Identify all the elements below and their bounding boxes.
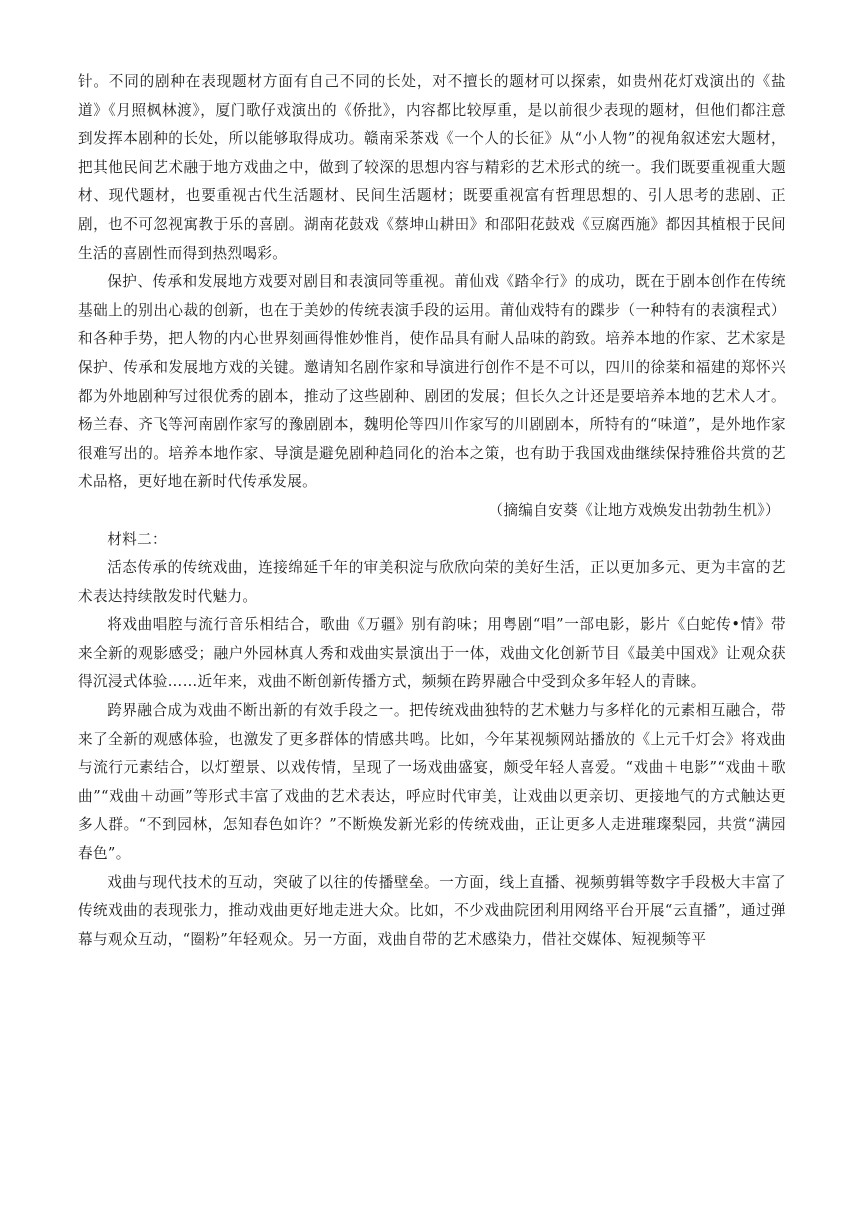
material-two-heading: 材料二： (107, 530, 167, 548)
paragraph-technology-interaction: 戏曲与现代技术的互动，突破了以往的传播壁垒。一方面，线上直播、视频剪辑等数字手段极大丰富了传统戏曲的表现张力，推动戏曲更好地走进大众。比如，不少戏曲院团利用网络平台开展“云直播”，通过弹幕与观众互动，“圈粉”年轻观众。另一方面，戏曲自带的艺术感染力，借社交媒体、短视频等平 (78, 873, 786, 948)
paragraph-innovation-examples: 将戏曲唱腔与流行音乐相结合，歌曲《万疆》别有韵味；用粤剧“唱”一部电影，影片《白蛇传•情》带来全新的观影感受；融户外园林真人秀和戏曲实景演出于一体，戏曲文化创新节目《最美中国戏》让观众获得沉浸式体验……近年来，戏曲不断创新传播方式，频频在跨界融合中受到众多年轻人的青睐。 (78, 616, 786, 691)
paragraph-living-heritage: 活态传承的传统戏曲，连接绵延千年的审美积淀与欣欣向荣的美好生活，正以更加多元、更为丰富的艺术表达持续散发时代魅力。 (78, 559, 786, 605)
paragraph-cross-border-fusion: 跨界融合成为戏曲不断出新的有效手段之一。把传统戏曲独特的艺术魅力与多样化的元素相互融合，带来了全新的观感体验，也激发了更多群体的情感共鸣。比如，今年某视频网站播放的《上元千灯会》将戏曲与流行元素结合，以灯塑景、以戏传情，呈现了一场戏曲盛宴，颇受年轻人喜爱。“戏曲＋电影”“戏曲＋歌曲”“戏曲＋动画”等形式丰富了戏曲的艺术表达，呼应时代审美，让戏曲以更亲切、更接地气的方式触达更多人群。“不到园林，怎知春色如许？”不断焕发新光彩的传统戏曲，正让更多人走进璀璨梨园，共赏“满园春色”。 (78, 702, 786, 863)
paragraph-repertoire-and-talent: 保护、传承和发展地方戏要对剧目和表演同等重视。莆仙戏《踏伞行》的成功，既在于剧本创作在传统基础上的别出心裁的创新，也在于美妙的传统表演手段的运用。莆仙戏特有的蹀步（一种特有的表演程式）和各种手势，把人物的内心世界刻画得惟妙惟肖，使作品具有耐人品味的韵致。培养本地的作家、艺术家是保护、传承和发展地方戏的关键。邀请知名剧作家和导演进行创作不是不可以，四川的徐棻和福建的郑怀兴都为外地剧种写过很优秀的剧本，推动了这些剧种、剧团的发展；但长久之计还是要培养本地的艺术人才。杨兰春、齐飞等河南剧作家写的豫剧剧本，魏明伦等四川作家写的川剧剧本，所特有的“味道”，是外地作家很难写出的。培养本地作家、导演是避免剧种趋同化的治本之策，也有助于我国戏曲继续保持雅俗共赏的艺术品格，更好地在新时代传承发展。 (78, 273, 786, 491)
source-citation: （摘编自安葵《让地方戏焕发出勃勃生机》） (488, 501, 780, 519)
document-page (78, 68, 786, 954)
paragraph-themes: 针。不同的剧种在表现题材方面有自己不同的长处，对不擅长的题材可以探索，如贵州花灯戏演出的《盐道》《月照枫林渡》，厦门歌仔戏演出的《侨批》，内容都比较厚重，是以前很少表现的题材，但他们都注意到发挥本剧种的长处，所以能够取得成功。赣南采茶戏《一个人的长征》从“小人物”的视角叙述宏大题材，把其他民间艺术融于地方戏曲之中，做到了较深的思想内容与精彩的艺术形式的统一。我们既要重视重大题材、现代题材，也要重视古代生活题材、民间生活题材；既要重视富有哲理思想的、引人思考的悲剧、正剧，也不可忽视寓教于乐的喜剧。湖南花鼓戏《蔡坤山耕田》和邵阳花鼓戏《豆腐西施》都因其植根于民间生活的喜剧性而得到热烈喝彩。 (78, 73, 786, 262)
